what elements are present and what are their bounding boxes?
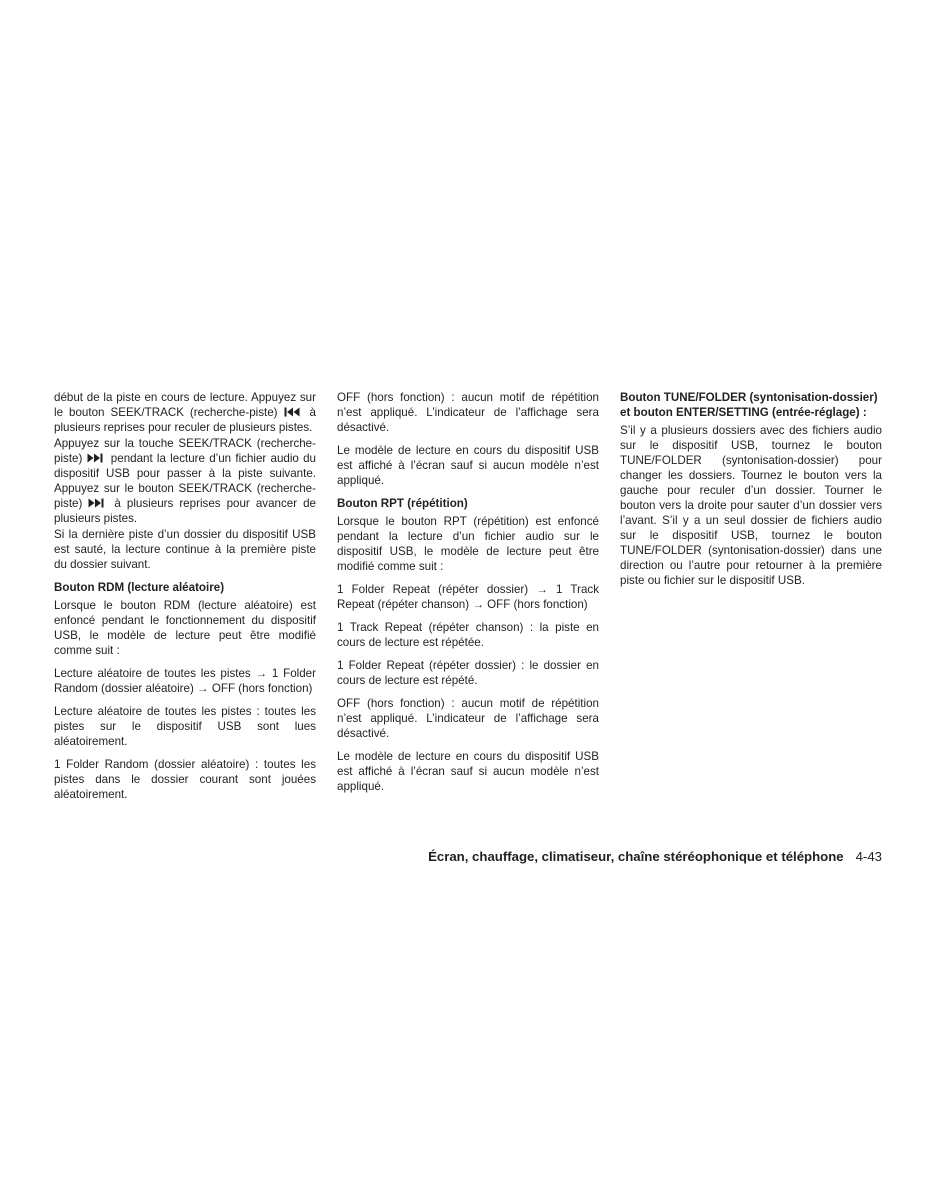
seek-forward-icon — [88, 498, 108, 507]
paragraph: 1 Track Repeat (répéter chanson) : la piste en cours de lecture est répétée. — [337, 621, 599, 649]
heading-rdm: Bouton RDM (lecture aléatoire) — [54, 581, 225, 594]
paragraph: début de la piste en cours de lecture. Appuyez sur le bouton SEEK/TRACK (recherche-piste) à plusieurs reprises pour reculer de plusieurs pistes. — [54, 391, 316, 434]
paragraph: Lorsque le bouton RPT (répétition) est enfoncé pendant la lecture d’un fichier audio sur le dispositif USB, le modèle de lecture peut être modifié comme suit : — [337, 515, 599, 573]
paragraph: 1 Folder Random (dossier aléatoire) : toutes les pistes dans le dossier courant sont jouées aléatoirement. — [54, 758, 316, 801]
heading-rpt: Bouton RPT (répétition) — [337, 497, 468, 510]
seek-back-icon — [284, 407, 304, 416]
paragraph: OFF (hors fonction) : aucun motif de répétition n’est appliqué. L’indicateur de l’affichage sera désactivé. — [337, 391, 599, 434]
paragraph: Lecture aléatoire de toutes les pistes : toutes les pistes sur le dispositif USB sont lues aléatoirement. — [54, 705, 316, 748]
heading-tune-folder: Bouton TUNE/FOLDER (syntonisation-dossier) et bouton ENTER/SETTING (entrée-réglage) : — [620, 391, 878, 419]
column-3 — [620, 390, 882, 596]
page-footer — [0, 849, 882, 864]
paragraph: OFF (hors fonction) : aucun motif de répétition n’est appliqué. L’indicateur de l’affichage sera désactivé. — [337, 697, 599, 740]
paragraph: Appuyez sur la touche SEEK/TRACK (recherche-piste) pendant la lecture d’un fichier audio du dispositif USB pour passer à la piste suivante. Appuyez sur le bouton SEEK/TRACK (recherche-piste) à plusieurs reprises pour avancer de plusieurs pistes. — [54, 437, 316, 525]
paragraph: 1 Folder Repeat (répéter dossier) : le dossier en cours de lecture est répété. — [337, 659, 599, 687]
paragraph: Lecture aléatoire de toutes les pistes → 1 Folder Random (dossier aléatoire) → OFF (hors fonction) — [54, 667, 316, 695]
section-title: Écran, chauffage, climatiseur, chaîne stéréophonique et téléphone — [428, 849, 844, 864]
column-1 — [54, 390, 316, 810]
seek-forward-icon — [87, 453, 107, 462]
page-number: 4-43 — [855, 849, 882, 864]
paragraph: S’il y a plusieurs dossiers avec des fichiers audio sur le dispositif USB, tournez le bouton TUNE/FOLDER (syntonisation-dossier) pour changer les dossiers. Tournez le bouton vers la gauche pour reculer d’un dossier. Tourner le bouton vers la droite pour sauter d’un dossier vers l’avant. S’il y a un seul dossier de fichiers audio sur le dispositif USB, tournez le bouton TUNE/FOLDER (syntonisation-dossier) dans une direction ou l’autre pour retourner à la première piste ou fichier sur le dispositif USB. — [620, 424, 882, 587]
column-2 — [337, 390, 599, 802]
paragraph: Si la dernière piste d’un dossier du dispositif USB est sauté, la lecture continue à la première piste du dossier suivant. — [54, 528, 316, 571]
paragraph: 1 Folder Repeat (répéter dossier) → 1 Track Repeat (répéter chanson) → OFF (hors fonction) — [337, 583, 599, 611]
paragraph: Le modèle de lecture en cours du dispositif USB est affiché à l’écran sauf si aucun modèle n’est appliqué. — [337, 750, 599, 793]
paragraph: Lorsque le bouton RDM (lecture aléatoire) est enfoncé pendant le fonctionnement du dispositif USB, le modèle de lecture peut être modifié comme suit : — [54, 599, 316, 657]
paragraph: Le modèle de lecture en cours du dispositif USB est affiché à l’écran sauf si aucun modèle n’est appliqué. — [337, 444, 599, 487]
